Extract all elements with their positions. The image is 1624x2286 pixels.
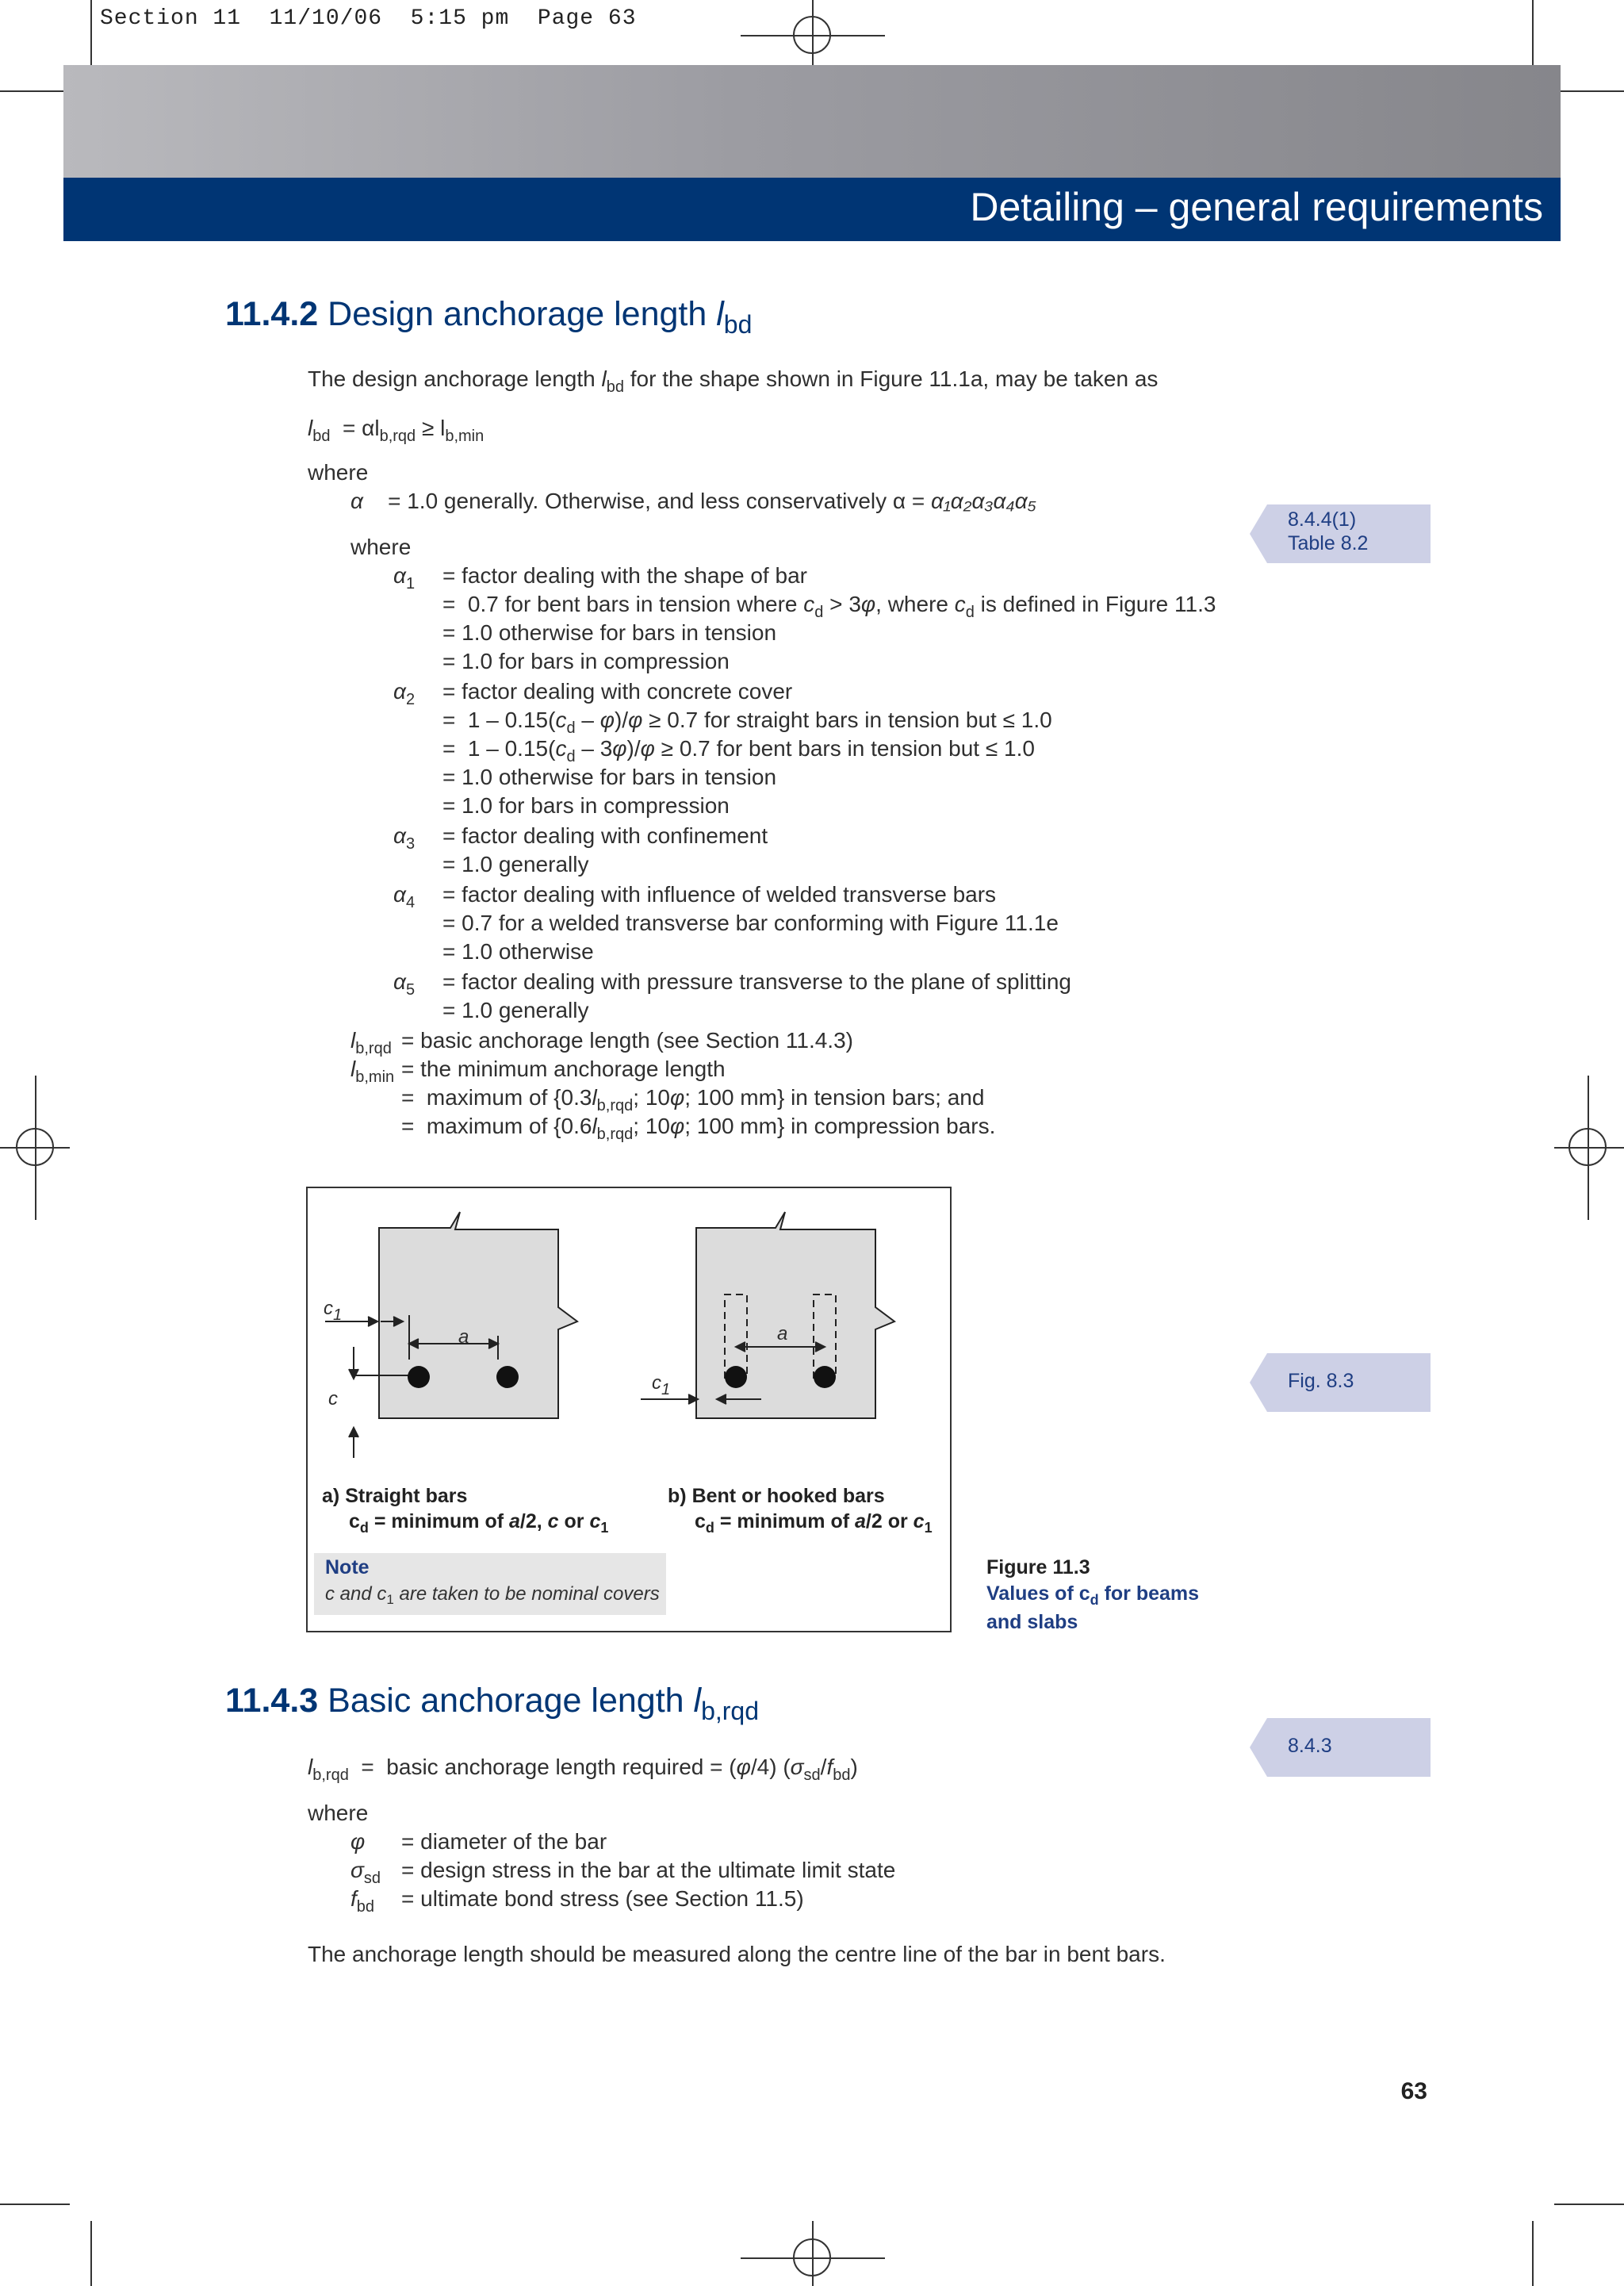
label-c1-a: $c_1$: [324, 1298, 343, 1324]
def-line: = 1.0 generally: [442, 998, 589, 1022]
note-text: c and $c_1$ are taken to be nominal covers: [325, 1583, 660, 1607]
registration-circle-icon: [1568, 1128, 1607, 1166]
figure-number: Figure 11.3: [986, 1556, 1090, 1578]
def-line: = maximum of {$0.6l_{b,rqd}$; 10φ; 100 mm} in compression bars.: [401, 1114, 996, 1143]
crop-mark: [1554, 2204, 1624, 2205]
registration-circle-icon: [793, 2238, 831, 2276]
alpha-symbol: $\alpha_5$: [393, 969, 416, 999]
def-line: = factor dealing with confinement: [442, 823, 768, 848]
def-line: = 0.7 for a welded transverse bar conforming with Figure 11.1e: [442, 911, 1059, 935]
figure-title-line2: and slabs: [986, 1610, 1078, 1633]
page-number: 63: [1400, 2078, 1427, 2104]
def-line: = factor dealing with concrete cover: [442, 679, 793, 704]
chapter-title: Detailing – general requirements: [970, 185, 1543, 229]
label-a: a: [777, 1323, 788, 1344]
reference-tab-8-4-3: 8.4.3: [1267, 1718, 1431, 1777]
sigma-symbol: $\sigma_{sd}$: [350, 1858, 381, 1887]
fbd-symbol: $f_{bd}$: [350, 1886, 375, 1916]
figure-label: [986, 1555, 1199, 1635]
def-line: = 0.7 for bent bars in tension where $c_d > 3\varphi$, where $c_d$ is defined in Figure 11.3: [442, 592, 1216, 621]
reference-tab-8-4-4: 8.4.4(1) Table 8.2: [1267, 504, 1431, 563]
figure-title: Values of $c_d$ for beams: [986, 1582, 1200, 1608]
def-line: = $1 - 0.15(c_d - 3\varphi)/\varphi \ge 0.7$ for bent bars in tension but ≤ 1.0: [442, 736, 1035, 765]
def-line: = 1.0 otherwise: [442, 939, 594, 964]
rebar-dot: [814, 1366, 836, 1388]
def-line: = $1 - 0.15(c_d - \varphi)/\varphi \ge 0.7$ for straight bars in tension but ≤ 1.0: [442, 708, 1052, 737]
intro-paragraph: The design anchorage length $l_{bd}$ for the shape shown in Figure 11.1a, may be taken as: [308, 366, 1159, 396]
def-line: = diameter of the bar: [401, 1829, 607, 1854]
def-line: = ultimate bond stress (see Section 11.5): [401, 1886, 804, 1911]
rebar-dot: [725, 1366, 747, 1388]
alpha-symbol: $\alpha_1$: [393, 563, 416, 593]
crop-mark: [90, 2221, 92, 2286]
crop-mark: [0, 90, 70, 92]
def-line: = the minimum anchorage length: [401, 1057, 726, 1081]
crop-mark: [90, 0, 92, 70]
def-line: = design stress in the bar at the ultimate limit state: [401, 1858, 896, 1882]
basic-anchorage-equation: $l_{b,rqd}$ = basic anchorage length required = (φ/4) $(\sigma_{sd}/f_{bd})$: [308, 1755, 858, 1784]
where-label: where: [308, 1801, 369, 1825]
crop-mark: [1532, 0, 1534, 70]
label-c1-b: $c_1$: [652, 1372, 671, 1398]
def-line: = factor dealing with the shape of bar: [442, 563, 807, 588]
rebar-dot: [408, 1366, 430, 1388]
def-line: = 1.0 otherwise for bars in tension: [442, 765, 777, 789]
crop-mark: [1554, 90, 1624, 92]
caption-b-equation: $c_d$ = minimum of a/2 or $c_1$: [695, 1510, 933, 1536]
header-band-grey: [63, 65, 1561, 178]
def-line: = 1.0 for bars in compression: [442, 649, 730, 673]
label-c: c: [328, 1388, 338, 1410]
registration-circle-icon: [16, 1128, 54, 1166]
anchorage-equation: $l_{bd} = \alpha l_{b,rqd} \ge l_{b,min}$: [308, 416, 485, 445]
def-line: = 1.0 otherwise for bars in tension: [442, 620, 777, 645]
alpha-symbol: $\alpha_3$: [393, 823, 416, 853]
def-line: = maximum of {$0.3l_{b,rqd}$; 10φ; 100 mm} in tension bars; and: [401, 1085, 985, 1114]
reference-tab-fig-8-3: Fig. 8.3: [1267, 1353, 1431, 1412]
alpha-definition: α = 1.0 generally. Otherwise, and less conservatively α = α₁α₂α₃α₄α₅: [350, 489, 1036, 513]
def-line: = factor dealing with pressure transverse to the plane of splitting: [442, 969, 1071, 994]
rebar-dot: [496, 1366, 519, 1388]
section-heading-11-4-2: 11.4.2 Design anchorage length $l_{bd}$: [225, 295, 753, 339]
section-title: Basic anchorage length: [327, 1682, 684, 1720]
label-a: a: [458, 1326, 469, 1348]
print-slug: Section 11 11/10/06 5:15 pm Page 63: [100, 6, 637, 31]
def-line: = basic anchorage length (see Section 11.4.3): [401, 1028, 853, 1053]
section-number: 11.4.3: [225, 1682, 319, 1720]
note-heading: Note: [325, 1556, 370, 1578]
phi-symbol: φ: [350, 1829, 366, 1854]
caption-a: a) Straight bars: [322, 1485, 468, 1507]
caption-a-equation: $c_d$ = minimum of a/2, c or $c_1$: [349, 1510, 609, 1536]
def-line: = factor dealing with influence of welded transverse bars: [442, 882, 997, 907]
def-line: = 1.0 for bars in compression: [442, 793, 730, 818]
alpha-symbol: $\alpha_4$: [393, 882, 416, 911]
lb-symbol: $l_{b,min}$: [350, 1057, 395, 1086]
caption-b: b) Bent or hooked bars: [668, 1485, 885, 1507]
alpha-symbol: $\alpha_2$: [393, 679, 416, 708]
beam-section-b: [696, 1212, 894, 1418]
section-number: 11.4.2: [225, 295, 319, 333]
crop-mark: [1532, 2221, 1534, 2286]
closing-paragraph: The anchorage length should be measured along the centre line of the bar in bent bars.: [308, 1942, 1166, 1966]
crop-mark: [0, 2204, 70, 2205]
section-heading-11-4-3: 11.4.3 Basic anchorage length $l_{b,rqd}$: [225, 1682, 760, 1725]
section-title: Design anchorage length: [327, 295, 707, 333]
where-label: where: [308, 460, 369, 485]
where-label: where: [350, 535, 412, 559]
registration-circle-icon: [793, 16, 831, 54]
lb-symbol: $l_{b,rqd}$: [350, 1028, 392, 1057]
def-line: = 1.0 generally: [442, 852, 589, 876]
figure-note: [314, 1553, 666, 1615]
